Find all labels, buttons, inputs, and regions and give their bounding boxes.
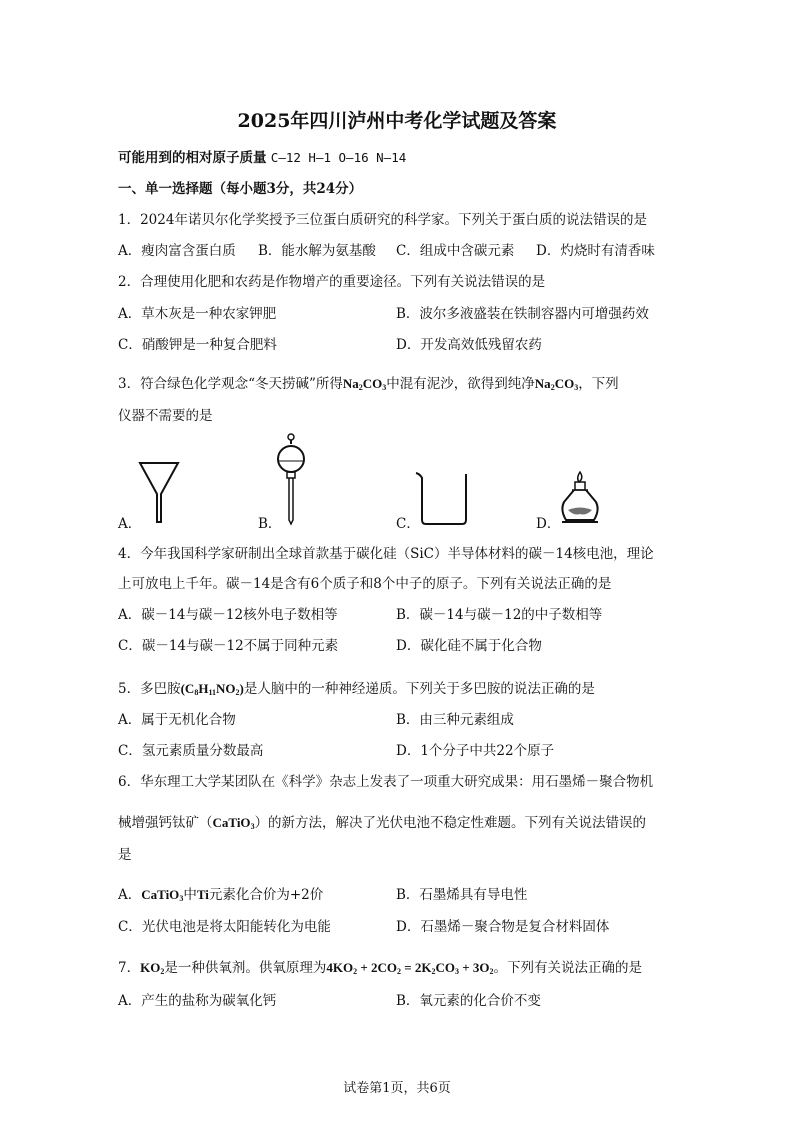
q1-option-d: D．灼烧时有清香味	[536, 243, 655, 259]
q6-option-c: C．光伏电池是将太阳能转化为电能	[118, 919, 331, 935]
beaker-icon	[414, 470, 470, 526]
q6-a-pre: A．	[118, 887, 142, 903]
q5-option-a: A．属于无机化合物	[118, 712, 236, 728]
q6-stem-line2	[118, 811, 646, 831]
q3-stem-pre: 3．符合绿色化学观念“冬天捞碱”所得	[118, 376, 343, 392]
formula-catio3: CaTiO$_3$	[212, 815, 255, 831]
q6-stem-line3: 是	[118, 847, 132, 863]
q3-option-d: D．	[536, 516, 561, 532]
q6-stem-line1: 6．华东理工大学某团队在《科学》杂志上发表了一项重大研究成果：用石墨烯－聚合物机	[118, 774, 654, 790]
formula-ko2: $KO_2$	[140, 960, 165, 976]
q7-option-b: B．氧元素的化合价不变	[396, 993, 541, 1009]
funnel-icon	[138, 460, 180, 526]
q5-stem	[118, 677, 595, 697]
q1-option-c: C．组成中含碳元素	[396, 243, 515, 259]
alcohol-lamp-icon	[556, 470, 604, 526]
atomic-mass-label: 可能用到的相对原子质量	[118, 150, 267, 166]
q6-option-b: B．石墨烯具有导电性	[396, 887, 528, 903]
q3-stem	[118, 372, 619, 392]
q6-option-a	[118, 883, 323, 903]
formula-na2co3: $Na_2CO_3$	[534, 376, 579, 392]
q7-option-a: A．产生的盐称为碳氧化钙	[118, 993, 277, 1009]
q7-stem-post: 。下列有关说法正确的是	[493, 960, 643, 976]
q3-stem-mid: 中混有泥沙，欲得到纯净	[386, 376, 535, 392]
q5-stem-pre: 5．多巴胺	[118, 681, 181, 697]
q3-stem-line2: 仪器不需要的是	[118, 408, 213, 424]
q6-option-d: D．石墨烯－聚合物是复合材料固体	[396, 919, 610, 935]
q3-option-b: B．	[258, 516, 282, 532]
q2-option-d: D．开发高效低残留农药	[396, 337, 542, 353]
q4-stem-line1: 4．今年我国科学家研制出全球首款基于碳化硅（SiC）半导体材料的碳－14核电池，理论	[118, 546, 654, 562]
q6-a-post: 元素化合价为+2价	[208, 887, 324, 903]
q4-option-a: A．碳－14与碳－12核外电子数相等	[118, 607, 338, 623]
q1-stem: 1．2024年诺贝尔化学奖授予三位蛋白质研究的科学家。下列关于蛋白质的说法错误的是	[118, 212, 647, 228]
atomic-mass-line	[118, 146, 406, 166]
q2-option-b: B．波尔多液盛装在铁制容器内可增强药效	[396, 306, 649, 322]
q5-option-d: D．1个分子中共22个原子	[396, 743, 555, 759]
page-title: 2025年四川泸州中考化学试题及答案	[237, 110, 557, 132]
q6-stem2-post: ）的新方法，解决了光伏电池不稳定性难题。下列有关说法错误的	[254, 815, 647, 831]
formula-ti: Ti	[196, 887, 209, 902]
q3-option-a: A．	[118, 516, 142, 532]
q4-option-d: D．碳化硅不属于化合物	[396, 638, 542, 654]
q7-stem-pre: 7．	[118, 960, 141, 976]
atomic-mass-values: C—12 H—1 O—16 N—14	[270, 150, 407, 165]
formula-catio3: CaTiO$_3$	[141, 887, 184, 903]
q3-option-c: C．	[396, 516, 420, 532]
formula-dopamine: $(C_8H_{11}NO_2)$	[180, 681, 244, 697]
separatory-funnel-icon	[276, 432, 306, 526]
formula-equation: $4KO_2 + 2CO_2 = 2K_2CO_3 + 3O_2$	[326, 960, 494, 976]
q2-option-a: A．草木灰是一种农家钾肥	[118, 306, 277, 322]
formula-na2co3: $Na_2CO_3$	[342, 376, 387, 392]
q1-option-a: A．瘦肉富含蛋白质	[118, 243, 236, 259]
q4-option-c: C．碳－14与碳－12不属于同种元素	[118, 638, 339, 654]
q7-stem-mid: 是一种供氧剂。供氧原理为	[164, 960, 327, 976]
q1-option-b: B．能水解为氨基酸	[258, 243, 376, 259]
q7-stem	[118, 956, 642, 976]
q2-stem: 2．合理使用化肥和农药是作物增产的重要途径。下列有关说法错误的是	[118, 274, 546, 290]
q3-stem-post: ，下列	[578, 376, 619, 392]
q5-stem-post: 是人脑中的一种神经递质。下列关于多巴胺的说法正确的是	[243, 681, 595, 697]
q6-stem2-pre: 械增强钙钛矿（	[118, 815, 213, 831]
section-heading: 一、单一选择题（每小题3分，共24分）	[118, 181, 363, 197]
q6-a-mid: 中	[183, 887, 197, 903]
q4-stem-line2: 上可放电上千年。碳－14是含有6个质子和8个中子的原子。下列有关说法正确的是	[118, 576, 612, 592]
q4-option-b: B．碳－14与碳－12的中子数相等	[396, 607, 603, 623]
q5-option-c: C．氢元素质量分数最高	[118, 743, 264, 759]
q2-option-c: C．硝酸钾是一种复合肥料	[118, 337, 277, 353]
page-footer: 试卷第1页，共6页	[343, 1081, 451, 1096]
q5-option-b: B．由三种元素组成	[396, 712, 514, 728]
